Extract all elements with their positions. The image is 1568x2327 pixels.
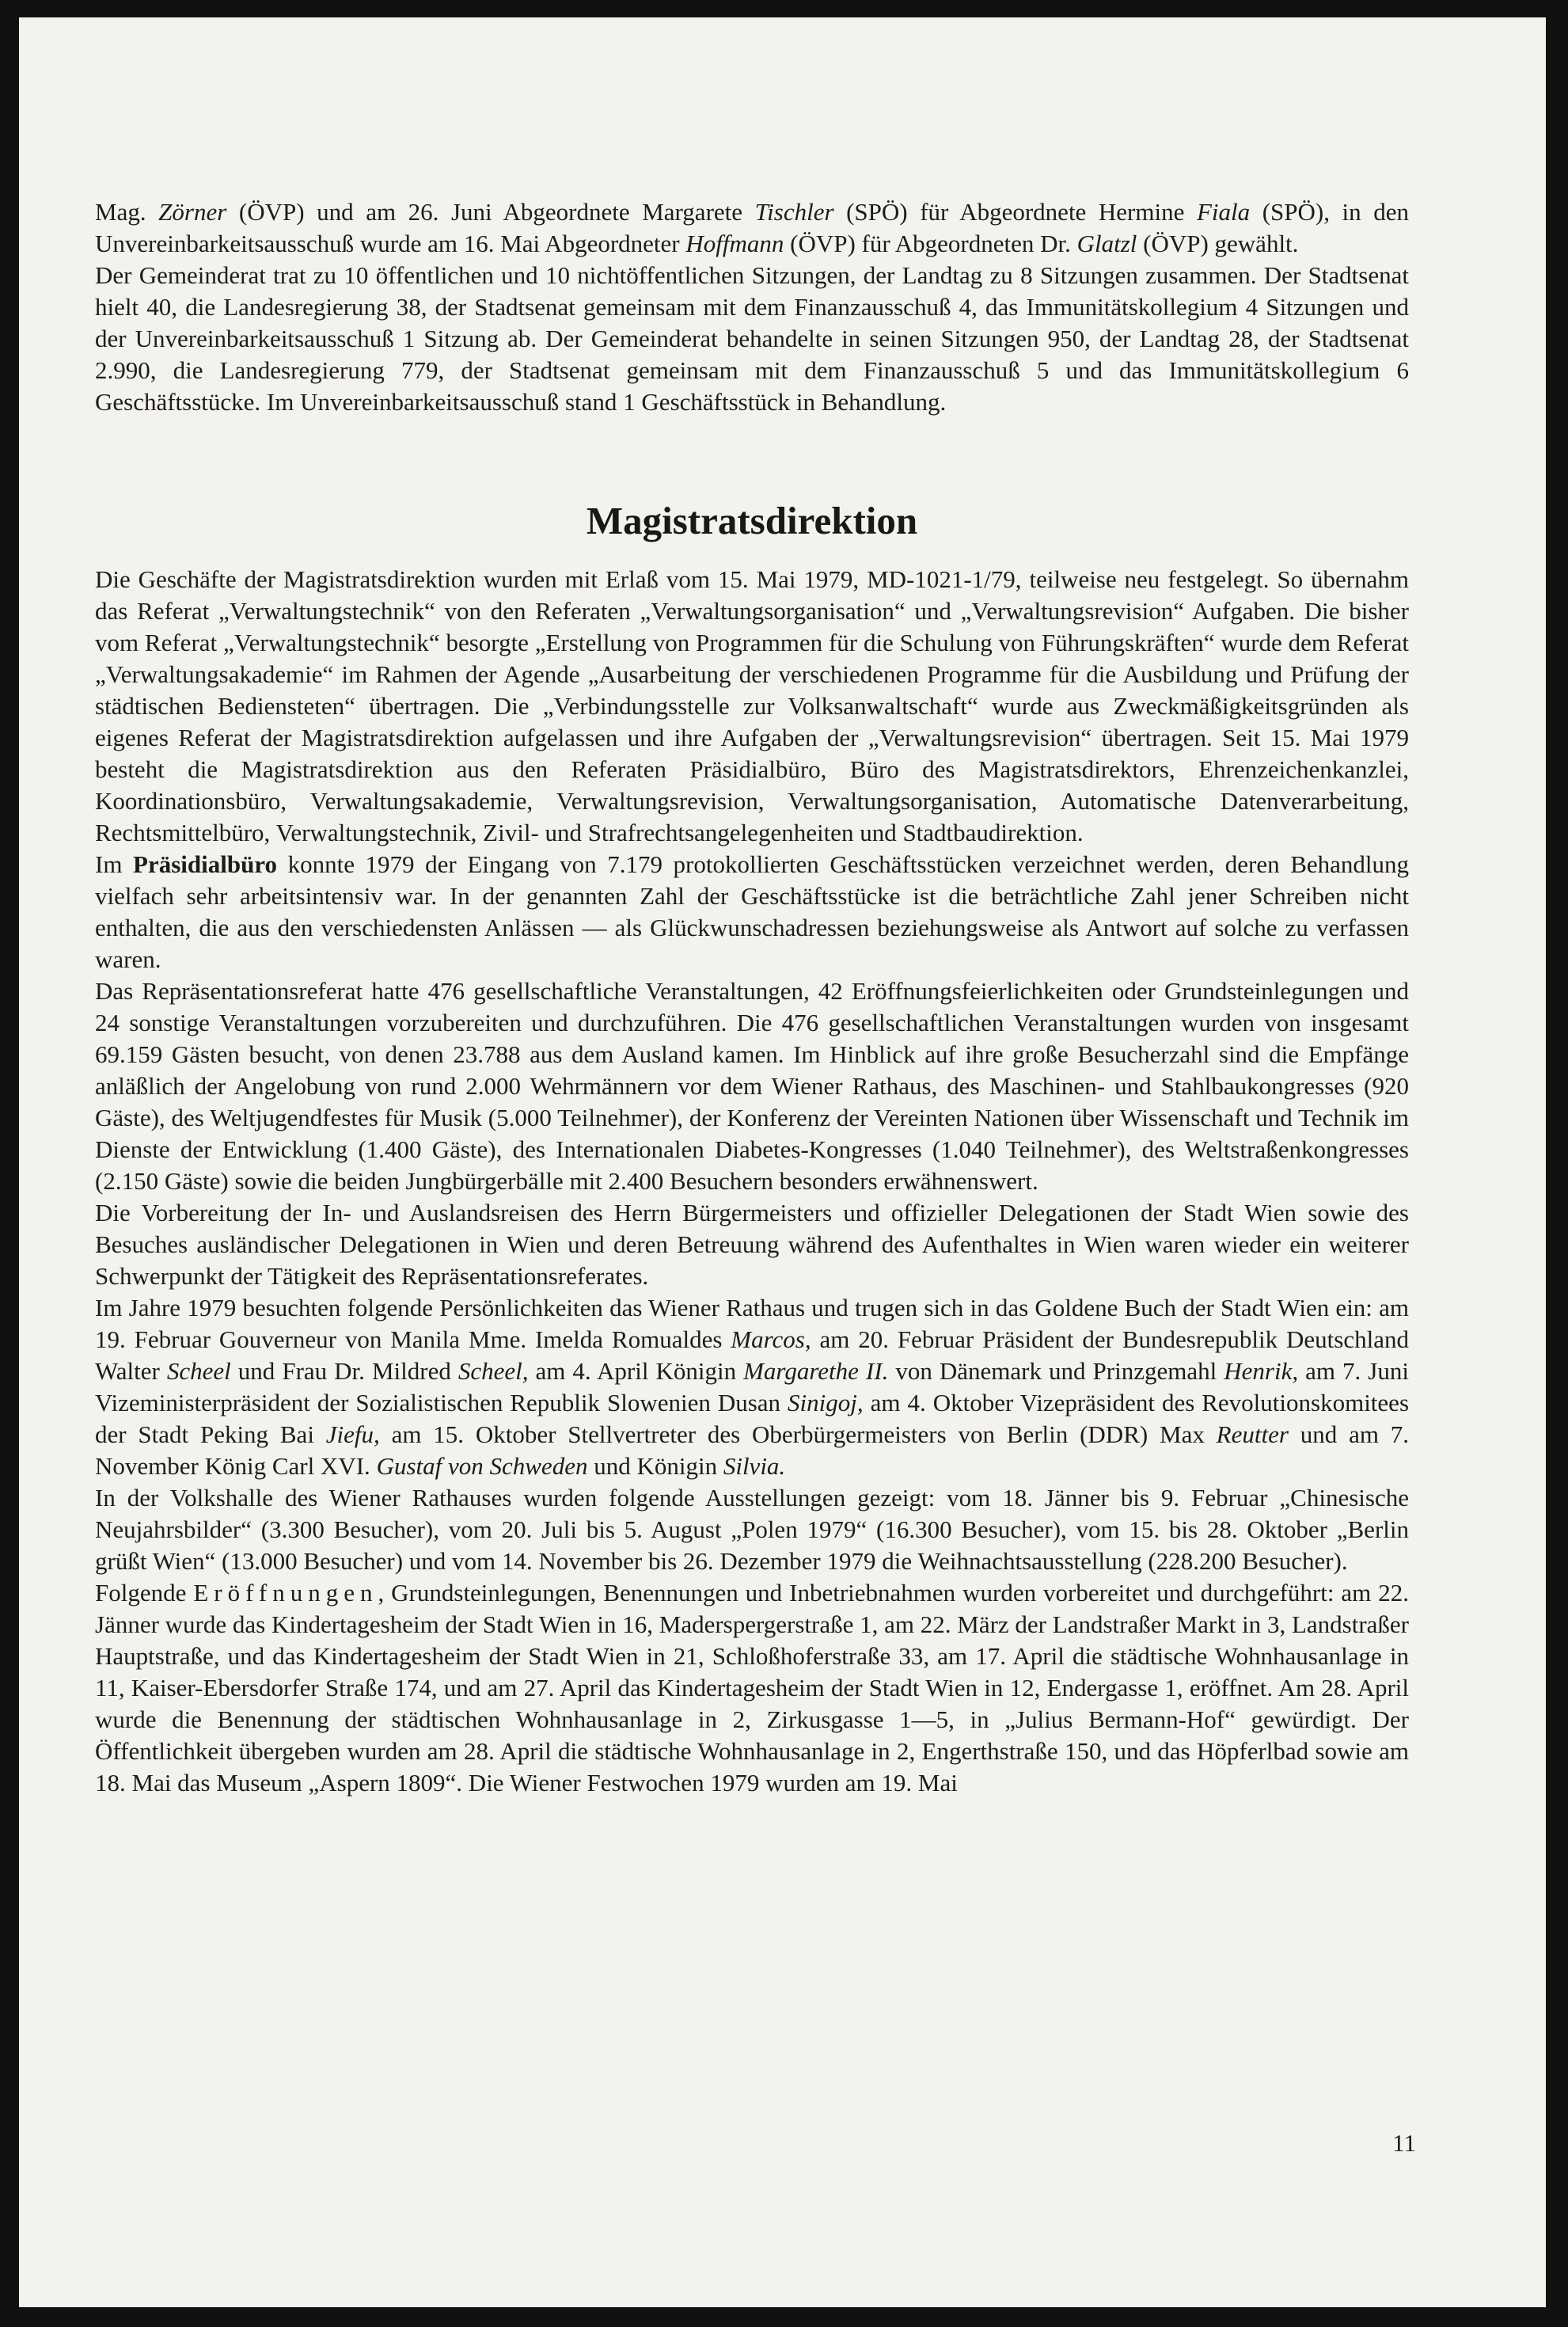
text-run: Im [95, 850, 134, 878]
bold-term: Präsidialbüro [133, 850, 278, 878]
text-run: Die Geschäfte der Magistratsdirektion wurden mit Erlaß vom 15. Mai 1979, MD-1021-1/79, teilweise neu festgelegt. So übernahm das Referat „Verwaltungstechnik“ von den Referaten „Verwaltungsorganisation“ und „Verwaltungsrevision“ Aufgaben. Die bisher vom Referat „Verwaltungstechnik“ besorgte „Erstellung von Programmen für die Schulung von Führungskräften“ wurde dem Referat „Verwaltungsakademie“ im Rahmen der Agende „Ausarbeitung der verschiedenen Programme für die Ausbildung und Prüfung der städtischen Bediensteten“ übertragen. Die „Verbindungsstelle zur Volksanwaltschaft“ wurde aus Zweckmäßigkeitsgründen als eigenes Referat der Magistratsdirektion aufgelassen und ihre Aufgaben der „Verwaltungsrevision“ übertragen. Seit 15. Mai 1979 besteht die Magistratsdirektion aus den Referaten Präsidialbüro, Büro des Magistratsdirektors, Ehrenzeichenkanzlei, Koordinationsbüro, Verwaltungsakademie, Verwaltungsrevision, Verwaltungsorganisation, Automatische Datenverarbeitung, Rechtsmittelbüro, Verwaltungstechnik, Zivil- und Strafrechtsangelegenheiten und Stadtbaudirektion. [95, 565, 1409, 846]
text-run: Folgende [95, 1579, 194, 1606]
text-run: Das Repräsentationsreferat hatte 476 gesellschaftliche Veranstaltungen, 42 Eröffnungsfeierlichkeiten oder Grundsteinlegungen und 24 sonstige Veranstaltungen vorzubereiten und durchzuführen. Die 476 gesellschaftlichen Veranstaltungen wurden von insgesamt 69.159 Gästen besucht, von denen 23.788 aus dem Ausland kamen. Im Hinblick auf ihre große Besucherzahl sind die Empfänge anläßlich der Angelobung von rund 2.000 Wehrmännern vor dem Wiener Rathaus, des Maschinen- und Stahlbaukongresses (920 Gäste), des Weltjugendfestes für Musik (5.000 Teilnehmer), der Konferenz der Vereinten Nationen über Wissenschaft und Technik im Dienste der Entwicklung (1.400 Gäste), des Internationalen Diabetes-Kongresses (1.040 Teilnehmer), des Weltstraßenkongresses (2.150 Gäste) sowie die beiden Jungbürgerbälle mit 2.400 Besuchern besonders erwähnenswert. [95, 977, 1409, 1195]
section-body [95, 564, 1409, 1799]
page-content [95, 196, 1409, 1799]
text-run: Im Jahre 1979 besuchten folgende Persönlichkeiten das Wiener Rathaus und trugen sich in das Goldene Buch der Stadt Wien ein: am 19. Februar Gouverneur von Manila Mme. Imelda Romualdes [95, 1294, 1409, 1353]
text-run: (ÖVP) für Abgeordneten Dr. [784, 230, 1077, 257]
text-run: , Grundsteinlegungen, Benennungen und Inbetriebnahmen wurden vorbereitet und durchgeführt: am 22. Jänner wurde das Kindertagesheim der Stadt Wien in 16, Maderspergerstraße 1, am 22. März der Landstraßer Markt in 3, Landstraßer Hauptstraße, und das Kindertagesheim der Stadt Wien in 21, Schloßhoferstraße 33, am 17. April die städtische Wohnhausanlage in 11, Kaiser-Ebersdorfer Straße 174, und am 27. April das Kindertagesheim der Stadt Wien in 12, Endergasse 1, eröffnet. Am 28. April wurde die Benennung der städtischen Wohnhausanlage in 2, Zirkusgasse 1—5, in „Julius Bermann-Hof“ gewürdigt. Der Öffentlichkeit übergeben wurden am 28. April die städtische Wohnhausanlage in 2, Engerthstraße 150, und das Höpferlbad sowie am 18. Mai das Museum „Aspern 1809“. Die Wiener Festwochen 1979 wurden am 19. Mai [95, 1579, 1410, 1797]
text-run: (ÖVP) und am 26. Juni Abgeordnete Margarete [226, 198, 755, 226]
section-paragraph-7 [95, 1577, 1409, 1799]
italic-name: Reutter [1216, 1420, 1289, 1448]
italic-name: Tischler [754, 198, 834, 226]
text-run: (SPÖ), in den Unvereinbarkeitsausschuß wurde am 16. Mai Abgeordneter [95, 198, 1409, 257]
italic-name: Fiala [1196, 198, 1251, 226]
text-run: von Dänemark und Prinzgemahl [888, 1357, 1224, 1385]
text-run: am 7. Juni Vizeministerpräsident der Sozialistischen Republik Slowenien Dusan [95, 1357, 1409, 1416]
text-run: und Frau Dr. Mildred [230, 1357, 458, 1385]
document-page [19, 17, 1546, 2307]
italic-name: Sinigoj, [788, 1389, 864, 1416]
spaced-term: Eröffnungen [193, 1579, 378, 1606]
intro-paragraph-1 [95, 196, 1409, 260]
text-run: (ÖVP) gewählt. [1137, 230, 1299, 257]
italic-name: Hoffmann [685, 230, 784, 257]
intro-block [95, 196, 1409, 418]
text-run: am 4. April Königin [528, 1357, 744, 1385]
italic-name: Zörner [158, 198, 227, 226]
italic-name: Jiefu, [325, 1420, 380, 1448]
text-run: Mag. [95, 198, 159, 226]
text-run: In der Volkshalle des Wiener Rathauses wurden folgende Ausstellungen gezeigt: vom 18. Jänner bis 9. Februar „Chinesische Neujahrsbilder“ (3.300 Besucher), vom 20. Juli bis 5. August „Polen 1979“ (16.300 Besucher), vom 15. bis 28. Oktober „Berlin grüßt Wien“ (13.000 Besucher) und vom 14. November bis 26. Dezember 1979 die Weihnachtsausstellung (228.200 Besucher). [95, 1484, 1409, 1575]
text-run: Die Vorbereitung der In- und Auslandsreisen des Herrn Bürgermeisters und offizieller Delegationen der Stadt Wien sowie des Besuches ausländischer Delegationen in Wien und deren Betreuung während des Aufenthaltes in Wien waren wieder ein weiterer Schwerpunkt der Tätigkeit des Repräsentationsreferates. [95, 1199, 1409, 1290]
text-run: am 20. Februar Präsident der Bundesrepublik Deutschland Walter [95, 1325, 1409, 1385]
italic-name: Margarethe II. [743, 1357, 889, 1385]
section-paragraph-5 [95, 1292, 1409, 1482]
text-run: am 15. Oktober Stellvertreter des Oberbürgermeisters von Berlin (DDR) Max [379, 1420, 1217, 1448]
text-run: (SPÖ) für Abgeordnete Hermine [833, 198, 1197, 226]
italic-name: Henrik, [1224, 1357, 1299, 1385]
section-paragraph-1 [95, 564, 1409, 849]
text-run: und Königin [587, 1452, 723, 1480]
italic-name: Glatzl [1076, 230, 1137, 257]
text-run: und am 7. November König Carl XVI. [95, 1420, 1410, 1480]
italic-name: Scheel, [457, 1357, 529, 1385]
italic-name: Silvia. [723, 1452, 786, 1480]
section-paragraph-4 [95, 1197, 1409, 1292]
intro-paragraph-2: Der Gemeinderat trat zu 10 öffentlichen und 10 nichtöffentlichen Sitzungen, der Landtag zu 8 Sitzungen zusammen. Der Stadtsenat hielt 40, die Landesregierung 38, der Stadtsenat gemeinsam mit dem Finanzausschuß 4, das Immunitätskollegium 4 Sitzungen und der Unvereinbarkeitsausschuß 1 Sitzung ab. Der Gemeinderat behandelte in seinen Sitzungen 950, der Landtag 28, der Stadtsenat 2.990, die Landesregierung 779, der Stadtsenat gemeinsam mit dem Finanzausschuß 5 und das Immunitätskollegium 6 Geschäftsstücke. Im Unvereinbarkeitsausschuß stand 1 Geschäftsstück in Behandlung. [95, 261, 1409, 416]
section-paragraph-3 [95, 975, 1409, 1197]
text-run: konnte 1979 der Eingang von 7.179 protokollierten Geschäftsstücken verzeichnet werden, deren Behandlung vielfach sehr arbeitsintensiv war. In der genannten Zahl der Geschäftsstücke ist die beträchtliche Zahl jener Schreiben nicht enthalten, die aus den verschiedensten Anlässen — als Glückwunschadressen beziehungsweise als Antwort auf solche zu verfassen waren. [95, 850, 1410, 973]
italic-name: Gustaf von Schweden [376, 1452, 588, 1480]
italic-name: Marcos, [731, 1325, 811, 1353]
section-paragraph-6 [95, 1482, 1409, 1577]
text-run: am 4. Oktober Vizepräsident des Revolutionskomitees der Stadt Peking Bai [95, 1389, 1410, 1448]
section-paragraph-2 [95, 849, 1409, 975]
italic-name: Scheel [166, 1357, 231, 1385]
page-number: 11 [1392, 2129, 1416, 2157]
section-heading: Magistratsdirektion [586, 499, 918, 542]
